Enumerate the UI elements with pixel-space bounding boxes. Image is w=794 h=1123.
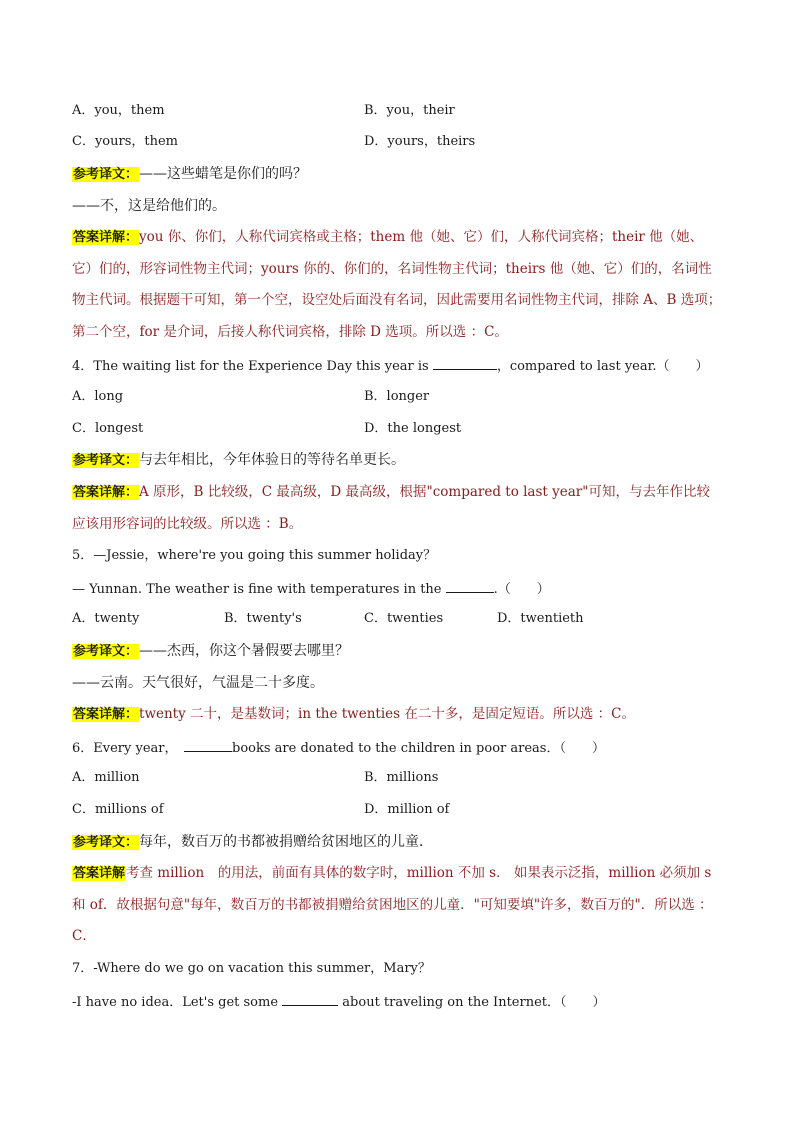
q5-translation: [72, 643, 349, 660]
analysis-label: 答案详解：: [73, 485, 139, 500]
translation-label: 参考译文：: [73, 167, 139, 182]
q3-option-d: D．yours，theirs: [364, 134, 476, 149]
translation-label: 参考译文：: [73, 453, 139, 468]
q4-option-a: A．long: [72, 389, 124, 404]
q6-option-b: B．millions: [364, 770, 439, 785]
q3-option-b: B．you，their: [364, 103, 455, 118]
analysis-label: 答案详解: [73, 866, 126, 881]
q3-option-c: C．yours，them: [72, 134, 178, 149]
translation-text: ——这些蜡笔是你们的吗？: [139, 166, 308, 182]
answer-blank: [184, 739, 232, 752]
q5-option-d: D．twentieth: [497, 611, 584, 626]
q5-translation-line2: ——云南。天气很好，气温是二十多度。: [72, 675, 324, 691]
analysis-text: twenty 二十，是基数词；in the twenties 在二十多，是固定短语。所以选 ：C。: [139, 706, 635, 722]
q6-option-a: A．million: [72, 770, 140, 785]
q4-stem: 4．The waiting list for the Experience Day this year is ，compared to last year.（ ）: [72, 359, 709, 374]
q7-stem-line1: 7．-Where do we go on vacation this summer，Mary？: [72, 961, 431, 976]
answer-blank: [433, 357, 497, 370]
q6-option-d: D．million of: [364, 802, 450, 817]
analysis-label: 答案详解：: [73, 230, 139, 245]
translation-text: 每年，数百万的书都被捐赠给贫困地区的儿童．: [139, 834, 434, 850]
q6-option-c: C．millions of: [72, 802, 164, 817]
q3-option-a: A．you，them: [72, 103, 165, 118]
analysis-text: you 你、你们，人称代词宾格或主格；them 他（她、它）们，人称代词宾格；their 他（她、它）们的，形容词性物主代词；yours 你的、你们的，名词性物主代词；theirs 他（她、它）们的，名词性物主代词。根据题干可知，第一个空，设空处后面没有名词，因此需要用名词性物主代词，排除 A、B 选项；第二个空，for 是介词，后接人称代词宾格，排除 D 选项。所以选 ：C。: [72, 229, 722, 340]
analysis-text: A 原形，B 比较级，C 最高级，D 最高级，根据"compared to last year"可知，与去年作比较应该用形容词的比较级。所以选 ：B。: [72, 484, 710, 532]
q4-option-d: D．the longest: [364, 421, 462, 436]
q4-translation: [72, 452, 405, 469]
q5-analysis: [72, 699, 722, 731]
analysis-text: 考查 million 的用法，前面有具体的数字时，million 不加 s． 如果表示泛指，million 必须加 s 和 of．故根据句意"每年，数百万的书都被捐赠给贫困地区的儿童．"可知要填"许多，数百万的"．所以选 ：C．: [72, 865, 713, 944]
translation-text: ——杰西，你这个暑假要去哪里？: [139, 643, 350, 659]
q6-stem: 6．Every year， books are donated to the children in poor areas．（ ）: [72, 741, 605, 756]
translation-label: 参考译文：: [73, 835, 139, 850]
q5-stem-line2: — Yunnan. The weather is fine with temperatures in the .（ ）: [72, 582, 550, 597]
q3-translation-line2: ——不，这是给他们的。: [72, 198, 226, 214]
q5-option-a: A．twenty: [72, 611, 140, 626]
q3-translation: [72, 166, 307, 183]
q6-analysis: [72, 858, 722, 953]
answer-blank: [282, 993, 338, 1006]
q5-stem-line1: 5．—Jessie，where're you going this summer holiday？: [72, 548, 437, 563]
q7-stem-line2: -I have no idea．Let's get some about traveling on the Internet．（ ）: [72, 995, 606, 1010]
q5-option-b: B．twenty's: [224, 611, 302, 626]
q6-translation: [72, 834, 433, 851]
q4-option-c: C．longest: [72, 421, 144, 436]
translation-text: 与去年相比，今年体验日的等待名单更长。: [139, 452, 406, 468]
q4-option-b: B．longer: [364, 389, 430, 404]
q4-analysis: [72, 477, 722, 540]
analysis-label: 答案详解：: [73, 707, 139, 722]
answer-blank: [446, 580, 494, 593]
q3-analysis: [72, 222, 722, 348]
translation-label: 参考译文：: [73, 644, 139, 659]
q5-option-c: C．twenties: [364, 611, 444, 626]
